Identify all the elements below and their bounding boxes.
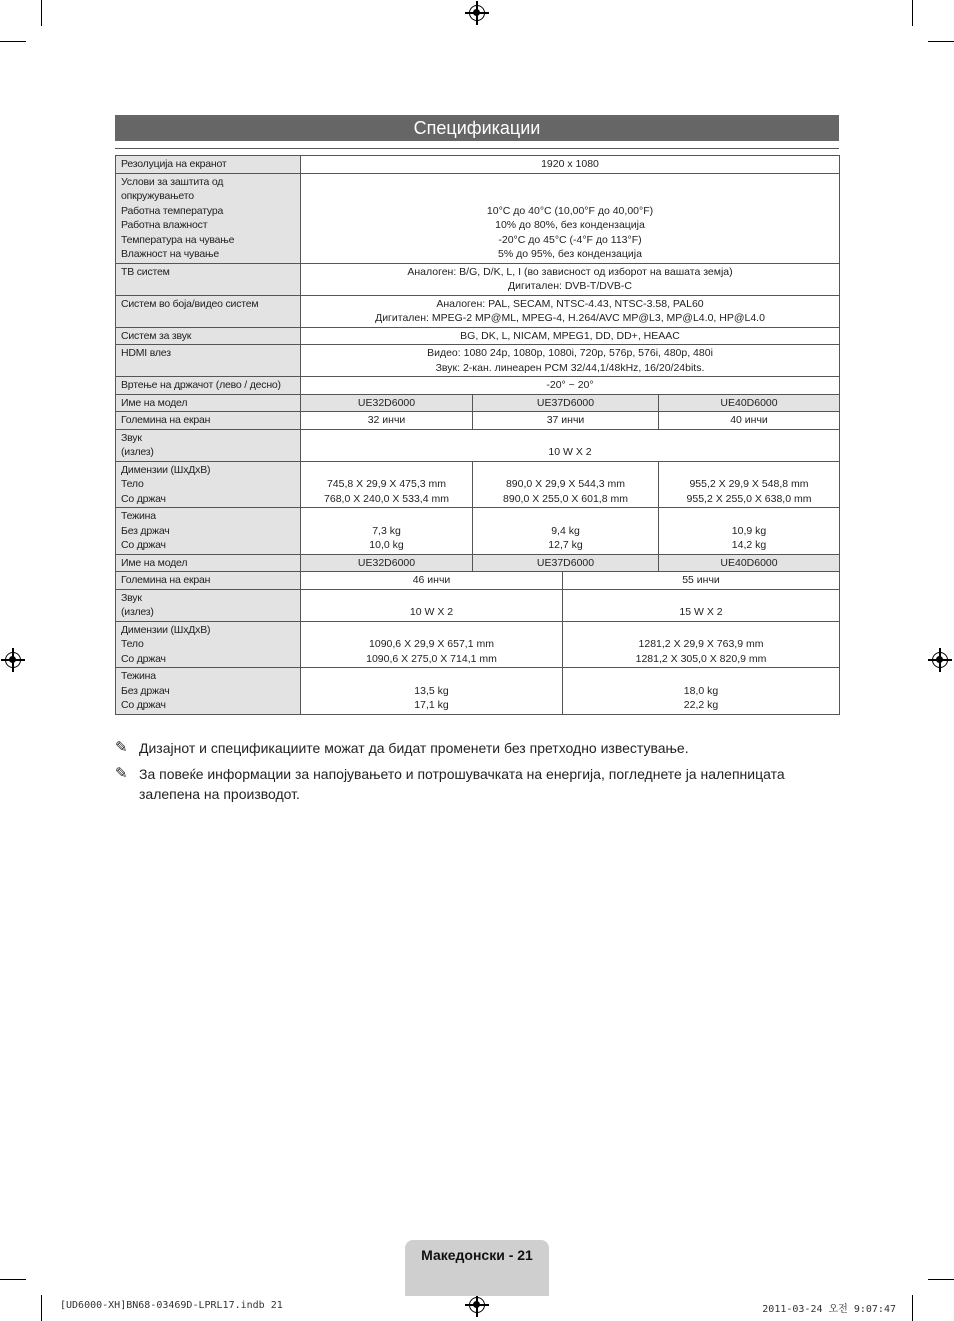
spec-label: Вртење на држачот (лево / десно)	[116, 377, 301, 395]
dimensions: 955,2 X 29,9 X 548,8 mm 955,2 X 255,0 X 638,0 mm	[659, 461, 840, 508]
model-name: UE40D6000	[659, 394, 840, 412]
print-slug-right: 2011-03-24 오전 9:07:47	[762, 1304, 896, 1315]
weight: 18,0 kg 22,2 kg	[563, 668, 840, 715]
spec-label: Големина на екран	[116, 572, 301, 590]
pencil-icon: ✎	[115, 765, 128, 782]
weight: 9,4 kg 12,7 kg	[473, 508, 659, 555]
notes	[115, 738, 839, 810]
table-row	[116, 345, 840, 377]
crop-mark	[0, 1279, 26, 1280]
weight: 10,9 kg 14,2 kg	[659, 508, 840, 555]
table-row	[116, 668, 840, 715]
crop-mark	[41, 0, 42, 26]
spec-label: Систем во боја/видео систем	[116, 295, 301, 327]
screen-size: 55 инчи	[563, 572, 840, 590]
model-name: UE40D6000	[659, 554, 840, 572]
dimensions: 1281,2 X 29,9 X 763,9 mm 1281,2 X 305,0 X 820,9 mm	[563, 621, 840, 668]
table-row	[116, 508, 840, 555]
spec-label: Тежина Без држач Со држач	[116, 508, 301, 555]
dimensions: 890,0 X 29,9 X 544,3 mm 890,0 X 255,0 X 601,8 mm	[473, 461, 659, 508]
crop-mark	[928, 41, 954, 42]
model-name: UE32D6000	[301, 554, 473, 572]
spec-table	[115, 155, 840, 715]
spec-label: Услови за заштита од опкружувањето Работна температура Работна влажност Температура на чување Влажност на чување	[116, 173, 301, 263]
note-text: За повеќе информации за напојувањето и потрошувачката на енергија, погледнете ја налепницата залепена на производот.	[139, 766, 785, 802]
table-row	[116, 173, 840, 263]
model-name: UE37D6000	[473, 554, 659, 572]
dimensions: 1090,6 X 29,9 X 657,1 mm 1090,6 X 275,0 X 714,1 mm	[301, 621, 563, 668]
table-row	[116, 263, 840, 295]
model-name: UE37D6000	[473, 394, 659, 412]
spec-value: Аналоген: PAL, SECAM, NTSC-4.43, NTSC-3.58, PAL60 Дигитален: MPEG-2 MP@ML, MPEG-4, H.264/AVC MP@L3, MP@L4.0, HP@L4.0	[301, 295, 840, 327]
table-row	[116, 554, 840, 572]
spec-value: 10°C до 40°C (10,00°F до 40,00°F) 10% до 80%, без кондензација -20°C до 45°C (-4°F до 113°F) 5% до 95%, без кондензација	[301, 173, 840, 263]
crop-mark	[41, 1295, 42, 1321]
screen-size: 40 инчи	[659, 412, 840, 430]
screen-size: 46 инчи	[301, 572, 563, 590]
table-row	[116, 621, 840, 668]
spec-label: ТВ систем	[116, 263, 301, 295]
spec-label: Систем за звук	[116, 327, 301, 345]
table-row	[116, 156, 840, 174]
model-name: UE32D6000	[301, 394, 473, 412]
page-title: Спецификации	[115, 115, 839, 141]
registration-mark-icon	[5, 652, 21, 668]
spec-label: Големина на екран	[116, 412, 301, 430]
crop-mark	[912, 1295, 913, 1321]
dimensions: 745,8 X 29,9 X 475,3 mm 768,0 X 240,0 X 533,4 mm	[301, 461, 473, 508]
note-text: Дизајнот и спецификациите можат да бидат променети без претходно известување.	[139, 740, 689, 756]
spec-value: 1920 x 1080	[301, 156, 840, 174]
table-row	[116, 377, 840, 395]
table-row	[116, 327, 840, 345]
table-row	[116, 412, 840, 430]
screen-size: 37 инчи	[473, 412, 659, 430]
table-row	[116, 572, 840, 590]
page-number: Македонски - 21	[421, 1247, 533, 1263]
crop-mark	[0, 41, 26, 42]
spec-value: BG, DK, L, NICAM, MPEG1, DD, DD+, HEAAC	[301, 327, 840, 345]
table-row	[116, 429, 840, 461]
print-slug-left: [UD6000-XH]BN68-03469D-LPRL17.indb 21	[60, 1300, 283, 1311]
spec-label: Звук (излез)	[116, 429, 301, 461]
spec-label: Звук (излез)	[116, 589, 301, 621]
screen-size: 32 инчи	[301, 412, 473, 430]
pencil-icon: ✎	[115, 739, 128, 756]
sound-output: 10 W X 2	[301, 429, 840, 461]
page-number-tab	[405, 1240, 549, 1296]
weight: 7,3 kg 10,0 kg	[301, 508, 473, 555]
spec-label: Резолуција на екранот	[116, 156, 301, 174]
table-row	[116, 295, 840, 327]
spec-value: Видео: 1080 24p, 1080p, 1080i, 720p, 576p, 576i, 480p, 480i Звук: 2-кан. линеарен PCM 32/44,1/48kHz, 16/20/24bits.	[301, 345, 840, 377]
sound-output: 15 W X 2	[563, 589, 840, 621]
spec-label: Димензии (ШxДxВ) Тело Со држач	[116, 461, 301, 508]
table-row	[116, 461, 840, 508]
table-row	[116, 394, 840, 412]
registration-mark-icon	[469, 5, 485, 21]
spec-value: Аналоген: B/G, D/K, L, I (во зависност од изборот на вашата земја) Дигитален: DVB-T/DVB-C	[301, 263, 840, 295]
sound-output: 10 W X 2	[301, 589, 563, 621]
note-item	[115, 738, 839, 758]
table-row	[116, 589, 840, 621]
crop-mark	[912, 0, 913, 26]
note-item	[115, 764, 839, 804]
spec-label: Димензии (ШxДxВ) Тело Со држач	[116, 621, 301, 668]
weight: 13,5 kg 17,1 kg	[301, 668, 563, 715]
spec-label: Тежина Без држач Со држач	[116, 668, 301, 715]
crop-mark	[928, 1279, 954, 1280]
spec-label: Име на модел	[116, 394, 301, 412]
spec-label: HDMI влез	[116, 345, 301, 377]
registration-mark-icon	[469, 1297, 485, 1313]
registration-mark-icon	[932, 652, 948, 668]
spec-label: Име на модел	[116, 554, 301, 572]
spec-value: -20° ~ 20°	[301, 377, 840, 395]
divider	[115, 148, 839, 149]
